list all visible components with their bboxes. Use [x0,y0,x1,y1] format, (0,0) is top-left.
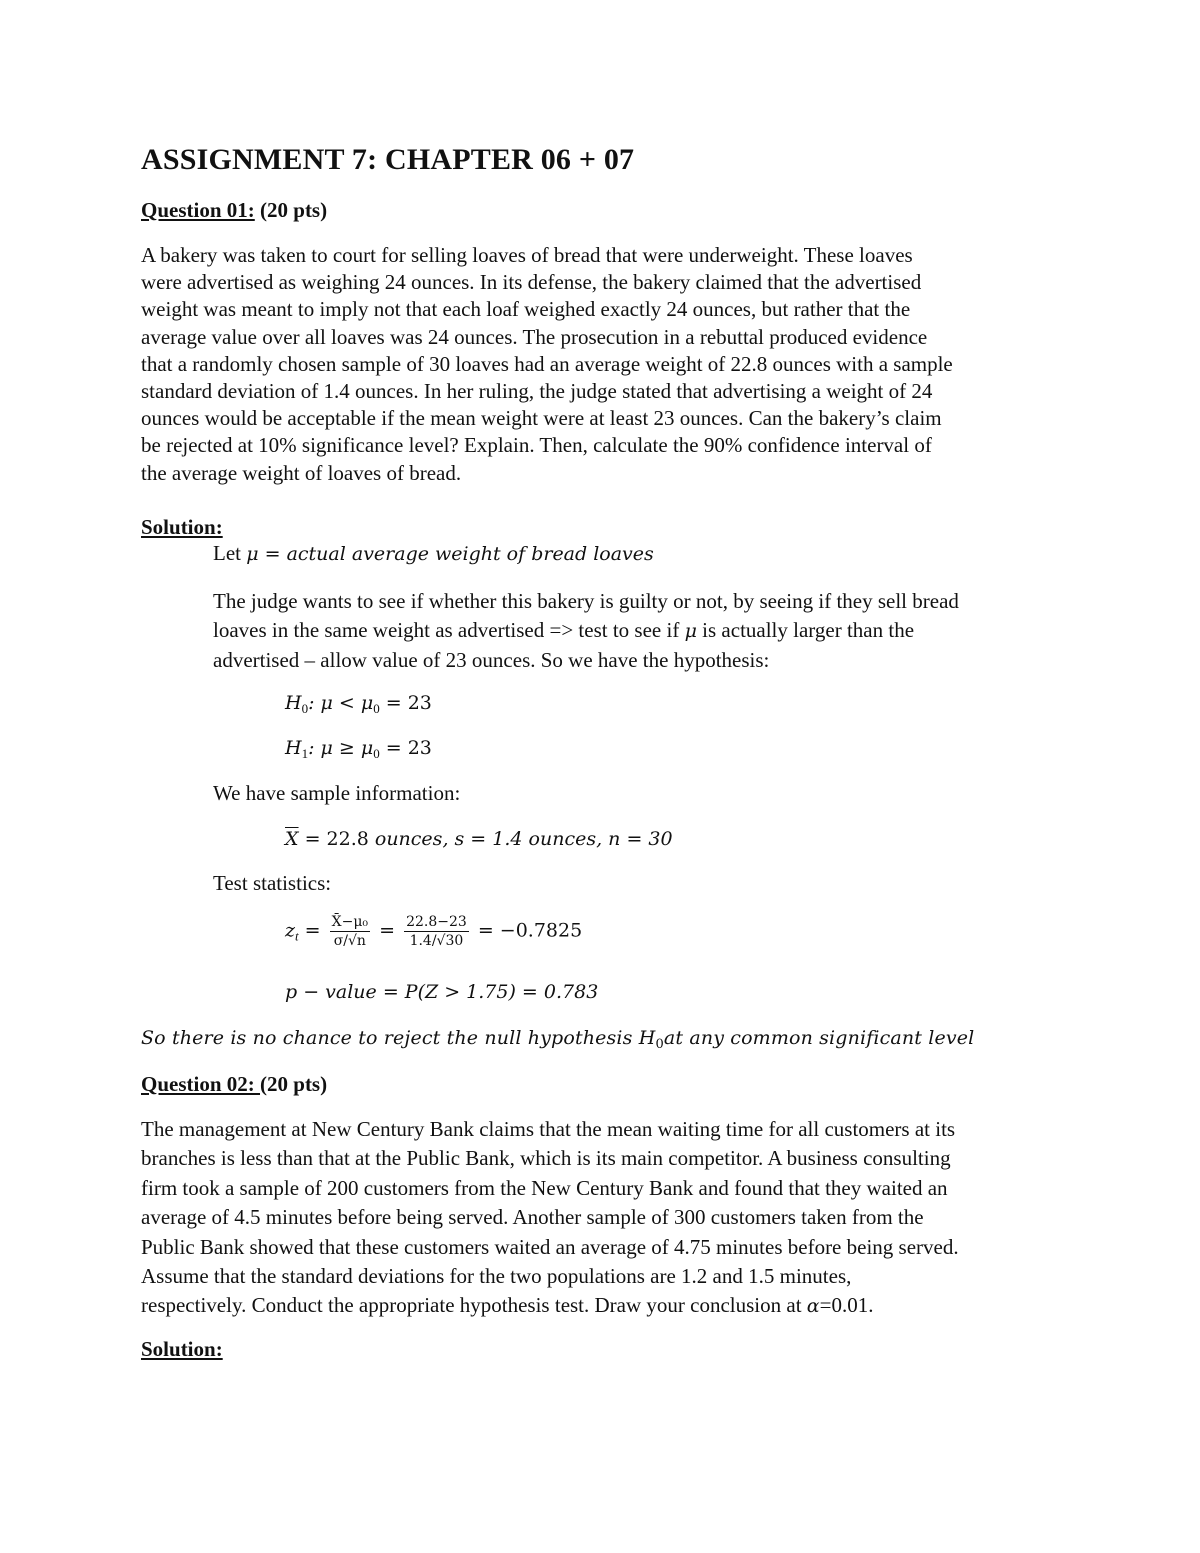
text-line: ounces would be acceptable if the mean weight were at least 23 ounces. Can the bakery’s claim [141,406,942,431]
p-value-formula: p − value = P(Z > 1.75) = 0.783 [285,981,599,1003]
denominator: 1.4/√30 [409,933,464,949]
value: = 23 [379,692,432,714]
text-line: average of 4.5 minutes before being served. Another sample of 300 customers taken from the [141,1205,924,1230]
xbar-symbol: $\overline{X}$ [285,828,299,850]
equals: = [298,919,327,942]
relation: : μ ≥ μ [308,737,374,759]
question-01-label: Question 01: [141,198,255,222]
z-result: = −0.7825 [471,919,583,942]
value: , s = 1.4 [442,828,529,850]
fraction [330,914,370,949]
sample-info-math [285,826,673,851]
numerator: 22.8−23 [406,914,467,930]
text-span: So there is no chance to reject the null hypothesis H [141,1027,656,1049]
question-01-text [141,242,1061,487]
h-symbol: H [285,737,302,759]
text-line: were advertised as weighing 24 ounces. In its defense, the bakery claimed that the advertised [141,270,922,295]
let-prefix: Let [213,541,247,565]
denominator: σ/√n [333,933,366,949]
text-line: the average weight of loaves of bread. [141,460,462,485]
test-statistics-label: Test statistics: [213,871,332,895]
question-02-label: Question 02: [141,1072,261,1096]
conclusion-statement [141,1027,974,1052]
alternative-hypothesis [285,735,432,762]
text-line: standard deviation of 1.4 ounces. In her ruling, the judge stated that advertising a weight of 24 [141,379,933,404]
text-span: loaves in the same weight as advertised => test to see if [213,618,685,642]
let-math: μ = actual average weight of bread loaves [246,543,654,565]
unit: ounces [528,828,597,850]
z-statistic-formula [285,914,582,949]
unit: ounces [374,828,443,850]
solution-02-heading: Solution: [141,1337,223,1361]
question-01-points: (20 pts) [254,198,328,222]
subscript: t [295,928,299,944]
text-line: A bakery was taken to court for selling loaves of bread that were underweight. These loaves [141,243,913,267]
text-line [141,1291,1061,1321]
text-line: firm took a sample of 200 customers from the New Century Bank and found that they waited an [141,1175,948,1200]
subscript: 1 [301,746,309,761]
page-title: ASSIGNMENT 7: CHAPTER 06 + 07 [141,143,635,176]
subscript: 0 [655,1037,664,1052]
alpha-symbol: α [806,1295,820,1318]
text-line: advertised – allow value of 23 ounces. So we have the hypothesis: [213,648,770,672]
text-line: Assume that the standard deviations for the two populations are 1.2 and 1.5 minutes, [141,1264,852,1289]
text-line: The judge wants to see if whether this bakery is guilty or not, by seeing if they sell bread [213,589,959,613]
text-span: respectively. Conduct the appropriate hypothesis test. Draw your conclusion at [141,1293,807,1318]
text-line: The management at New Century Bank claims that the mean waiting time for all customers at its [141,1117,956,1141]
let-definition [213,541,654,566]
text-line: Public Bank showed that these customers waited an average of 4.75 minutes before being served. [141,1234,959,1259]
value: , n = 30 [596,828,673,850]
numerator: X̄−μ₀ [331,914,369,930]
text-line: average value over all loaves was 24 ounces. The prosecution in a rebuttal produced evidence [141,324,928,349]
z-symbol: z [285,919,296,942]
value: = 23 [379,737,432,759]
question-02-text [141,1115,1061,1322]
mu-symbol: μ [684,620,697,642]
question-01-heading [141,198,327,223]
text-line [213,616,959,646]
text-line: that a randomly chosen sample of 30 loaves had an average weight of 22.8 ounces with a sample [141,351,953,376]
question-02-points: (20 pts) [260,1072,328,1096]
subscript: 0 [373,701,380,716]
text-span: is actually larger than the [696,618,915,642]
subscript: 0 [373,746,380,761]
text-span: at any common significant level [663,1027,975,1049]
sample-info-label: We have sample information: [213,781,461,805]
solution-01-heading: Solution: [141,515,223,539]
judge-paragraph [213,587,959,675]
equals: = [373,919,402,942]
text-span: =0.01. [819,1293,874,1318]
null-hypothesis [285,690,432,717]
relation: : μ < μ [308,692,374,714]
value: = 22.8 [298,828,375,850]
text-line: be rejected at 10% significance level? Explain. Then, calculate the 90% confidence interval of [141,433,932,458]
subscript: 0 [301,701,309,716]
text-line: weight was meant to imply not that each loaf weighed exactly 24 ounces, but rather that the [141,297,911,322]
h-symbol: H [285,692,302,714]
question-02-heading [141,1072,327,1097]
fraction [404,914,469,949]
text-line: branches is less than that at the Public Bank, which is its main competitor. A business consulting [141,1146,951,1171]
